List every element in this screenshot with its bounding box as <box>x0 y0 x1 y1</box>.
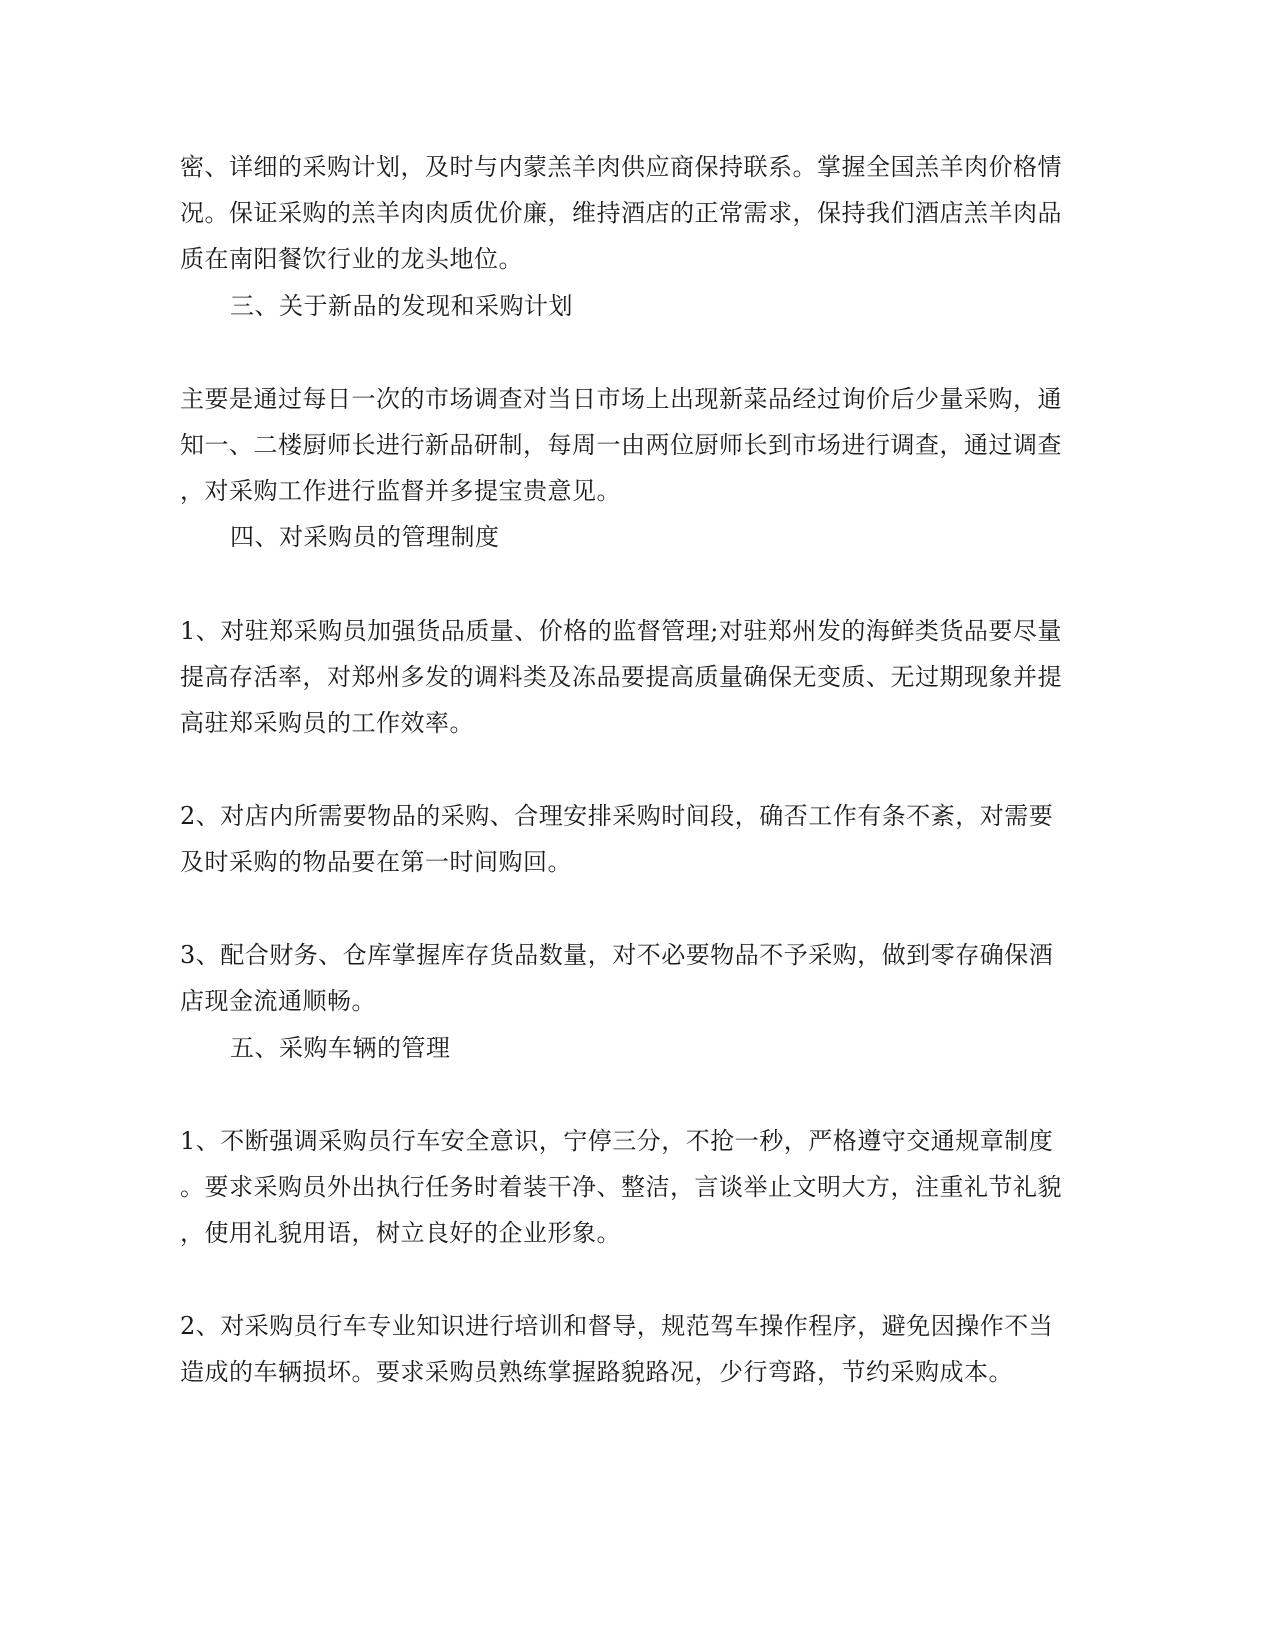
list-item-line: 提高存活率，对郑州多发的调料类及冻品要提高质量确保无变质、无过期现象并提 <box>180 663 1062 691</box>
paragraph-line: 密、详细的采购计划，及时与内蒙羔羊肉供应商保持联系。掌握全国羔羊肉价格情 <box>180 153 1062 181</box>
list-item-line: 1、不断强调采购员行车安全意识，宁停三分，不抢一秒，严格遵守交通规章制度 <box>180 1127 1054 1155</box>
list-item-line: 及时采购的物品要在第一时间购回。 <box>180 848 572 876</box>
list-item-line: 2、对店内所需要物品的采购、合理安排采购时间段，确否工作有条不紊，对需要 <box>180 802 1054 830</box>
list-item-line: 1、对驻郑采购员加强货品质量、价格的监督管理;对驻郑州发的海鲜类货品要尽量 <box>180 617 1062 645</box>
list-item-line: 3、配合财务、仓库掌握库存货品数量，对不必要物品不予采购，做到零存确保酒 <box>180 941 1054 969</box>
paragraph-line: 质在南阳餐饮行业的龙头地位。 <box>180 245 523 273</box>
list-item-line: 。要求采购员外出执行任务时着装干净、整洁，言谈举止文明大方，注重礼节礼貌 <box>180 1173 1062 1201</box>
paragraph-line: 知一、二楼厨师长进行新品研制，每周一由两位厨师长到市场进行调查，通过调查 <box>180 431 1062 459</box>
paragraph-line: 况。保证采购的羔羊肉肉质优价廉，维持酒店的正常需求，保持我们酒店羔羊肉品 <box>180 199 1062 227</box>
list-item-line: 2、对采购员行车专业知识进行培训和督导，规范驾车操作程序，避免因操作不当 <box>180 1312 1054 1340</box>
paragraph-line: 主要是通过每日一次的市场调查对当日市场上出现新菜品经过询价后少量采购，通 <box>180 385 1062 413</box>
list-item-line: ，使用礼貌用语，树立良好的企业形象。 <box>180 1219 621 1247</box>
list-item-line: 店现金流通顺畅。 <box>180 987 376 1015</box>
list-item-line: 造成的车辆损坏。要求采购员熟练掌握路貌路况，少行弯路，节约采购成本。 <box>180 1358 1013 1386</box>
section-heading-4: 四、对采购员的管理制度 <box>230 523 500 551</box>
section-heading-5: 五、采购车辆的管理 <box>230 1034 451 1062</box>
list-item-line: 高驻郑采购员的工作效率。 <box>180 709 474 737</box>
paragraph-line: ，对采购工作进行监督并多提宝贵意见。 <box>180 477 621 505</box>
section-heading-3: 三、关于新品的发现和采购计划 <box>230 292 573 320</box>
